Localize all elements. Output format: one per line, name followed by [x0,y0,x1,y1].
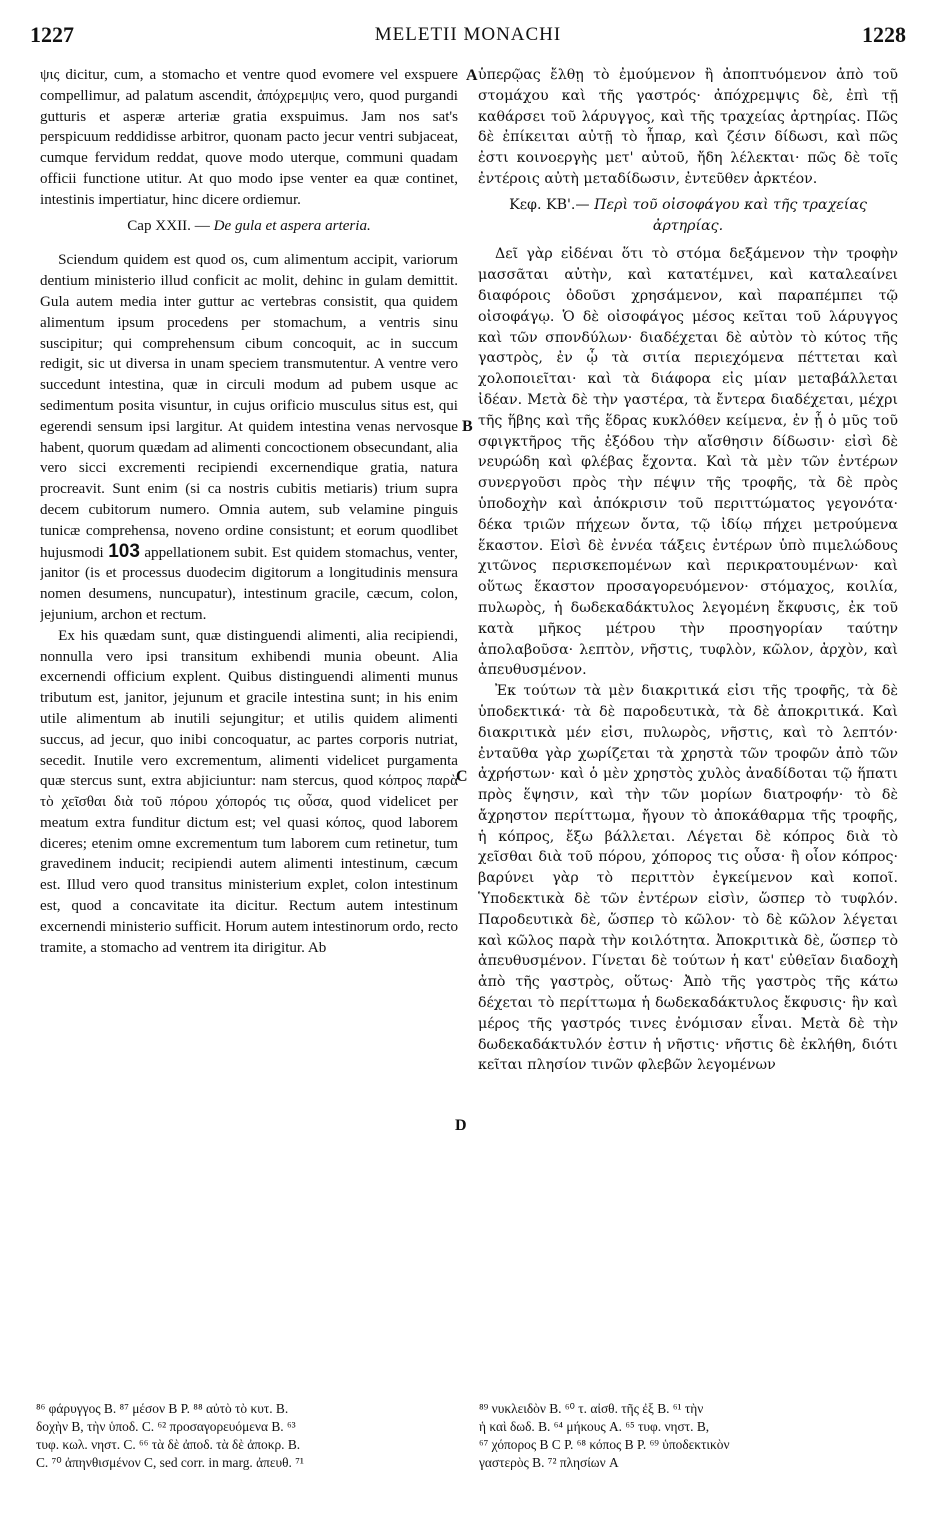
margin-marker-b: B [462,418,473,435]
latin-paragraph-1 [40,250,458,625]
column-number-103: 103 [108,540,140,562]
footnote-line: δοχὴν B, τὴν ὑποδ. C. ⁶² προσαγορευόμενα B. ⁶³ [36,1419,296,1434]
latin-paragraph-2: Ex his quædam sunt, quæ distinguendi alimenti, alia recipiendi, nonnulla vero ipsi transitum exhibendi munia obeunt. Alia excernendi officium explent. Quibus distinguendi alimenti munus tributum est, janitor, jejunum et gracile intestina sunt; in his enim utile alimentum ab inutili sejungitur; et utilis quidem alimenti succus, ad jecur, quo inibi concoquatur, ac partes corporis nutriat, secedit. Inutile vero excrementum, alimenti videlicet purgamenta quæ stercus sunt, extra abjiciuntur: nam stercus, quod κόπρος παρὰ τὸ χεῖσθαι διὰ τοῦ πόρου χόπορός τις οὖσα, quod videlicet per meatum extra funditur dictum est; vel quasi κόπος, quod laborem diceres; etenim omne excrementum tum laborem cum retinetur, tum gravedinem inducit; recipiendi autem alimenti intestinum, cæcum est. Illud vero quod transitus ministerium explet, colon intestinum est, quod a concavitate ita dicitur. Rectum autem intestinum excernendi ministerio sufficit. Horum autem intestinorum ordo, recto tramite, a stomacho ad ventrem ita dirigitur. Ab [40,627,458,956]
page-number-left: 1227 [30,22,74,47]
greek-paragraph-2: Ἐκ τούτων τὰ μὲν διακριτικά εἰσι τῆς τροφῆς, τὰ δὲ ὑποδεκτικά· τὰ δὲ παροδευτικὰ, τὰ δὲ ἀποκριτικά. Καὶ διακριτικὰ μέν εἰσι, πυλωρὸς, νῆστις, καὶ τὸ λεπτόν· ἐνταῦθα γὰρ χωρίζεται τὰ χρηστὰ τῶν τροφῶν ἀπὸ τῶν ἀχρήστων· καὶ ὁ μὲν χρηστὸς χυλὸς ἀναδίδοται τῷ ἥπατι πρὸς ἕψησιν, καὶ τὴν τῶν μορίων διατροφήν· τὸ δὲ ἄχρηστον περίττωμα, ἤγουν τὸ ἀποκάθαρμα τῆς τροφῆς, ἡ κόπρος, ἔξω βάλλεται. Λέγεται δὲ κόπρος διὰ τὸ χεῖσθαι διὰ τοῦ πόρου, χόπορος τις οὖσα· ἢ οἷον κόπρος· βαρύνει γὰρ τὸ περιττὸν ἐγκείμενον καὶ κοποῖ. Ὑποδεκτικὰ δὲ τῶν ἐντέρων εἰσὶν, ὥσπερ τὸ τυφλόν. Παροδευτικὰ δὲ, ὥσπερ τὸ κῶλον· τὸ δὲ κῶλον λέγεται καὶ κῶλος παρὰ τὴν κοιλότητα. Ἀποκριτικὰ δὲ, ὥσπερ τὸ ἀπευθυσμένον. Γίνεται δὲ τούτων ἡ κατ' εὐθεῖαν διαδοχὴ ἀπὸ τῆς γαστρὸς, οὕτως· Ἀπὸ τῆς γαστρὸς τῆς κάτω δέχεται τὸ περίττωμα ἡ δωδεκαδάκτυλος ἔκφυσις· ἣν καὶ μέρος τῆς γαστρός τινες ἐνόμισαν εἶναι. Μετὰ δὲ τὴν δωδεκαδάκτυλόν ἐστιν ἡ νῆστις· νῆστις δὲ ἐκλήθη, διότι κεῖται πλησίον τινῶν φλεβῶν λεγομένων [478,683,898,1074]
greek-chapter-heading [478,195,898,237]
running-title: MELETII MONACHI [374,24,562,45]
footnote-line: ἡ καὶ δωδ. B. ⁶⁴ μήκους A. ⁶⁵ τυφ. νηστ. B, [479,1419,710,1434]
footnote-line: ⁶⁷ χόπορος B C P. ⁶⁸ κόπος B P. ⁶⁹ ὑποδεκτικὸν [479,1437,730,1452]
footnote-line: γαστερὸς B. ⁷² πλησίων A [479,1455,619,1470]
footnote-line: ⁸⁶ φάρυγγος B. ⁸⁷ μέσον B P. ⁸⁸ αὐτὸ τὸ κυτ. B. [36,1401,289,1416]
greek-paragraph-1: Δεῖ γὰρ εἰδέναι ὅτι τὸ στόμα δεξάμενον τὴν τροφὴν μασσᾶται αὐτὴν, καὶ κατατέμνει, καὶ καταλεαίνει διαφόροις ὀδοῦσι χρησάμενον, καὶ παραπέμπει τῷ οἰσοφάγῳ. Ὁ δὲ οἰσοφάγος μέσος κεῖται τοῦ λάρυγγος καὶ τῶν σπονδύλων· διαδέχεται δὲ αὐτὸν τὸ κύτος τῆς γαστρὸς, ἐν ᾧ τὰ σιτία περιεχόμενα πέττεται καὶ χολοποιεῖται· καὶ τὰ διάφορα εἰς μίαν μεταβάλλεται ἰδέαν. Μετὰ δὲ τὴν γαστέρα, τὰ ἔντερα διαδέχεται, μέχρι τῆς ἥβης καὶ τῆς ἕδρας κυκλόθεν κείμενα, ἐν ᾗ ὁ μῦς τοῦ σφιγκτῆρος τῆς ἐξόδου τὴν αἴσθησιν δίδωσιν· εἰσὶ δὲ νευρώδη καὶ φλέβας ἔχοντα. Καὶ τὰ μὲν τῶν ἐντέρων συνεργοῦσι πρὸς τὴν πέψιν τῆς τροφῆς, τὰ δὲ πρὸς ὑποδοχὴν καὶ ἀπόκρισιν τοῦ περιττώματος γεγονότα· δέκα τριῶν πήχεων ὄντα, τῷ ἰδίῳ πήχει μετρούμενα ἕκαστον. Εἰσὶ δὲ ἐννέα τάξεις ἐντέρων ὑπὸ πιμελώδους χιτῶνος περισκεπομένων καὶ περικρατουμένων· καὶ οὕτως ἕκαστον προσαγορευόμενον· στόμαχος, κοιλία, πυλωρὸς, ἡ δωδεκαδάκτυλος λεγομένη ἔκφυσις, ἐκ τοῦ κατὰ μῆκος μέτρου τὴν προσηγορίαν ταύτην ἀπολαβοῦσα· λεπτὸν, νῆστις, τυφλὸν, κῶλον, ἀρχὸν, καὶ ἀπευθυσμένον. [478,246,898,679]
page-number-right: 1228 [862,22,906,47]
latin-chapter-heading [40,216,458,237]
latin-paragraph-1-text: Sciendum quidem est quod os, cum alimentum accipit, variorum dentium ministerio illud conficit ac molit, dehinc in gulam demittit. Gula autem media inter guttur ac vertebras consistit, qua quidem alimentum ipsum procedens per stomachum, a ventris sinu suscipitur; qui comprehensum cibum concoquit, ac in succum redigit, sic ut diversa in unam speciem transmutentur. A ventre vero succedunt intestina, quæ in circuli modum ad pubem usque ac sedimentum posita visuntur, in cujus orificio musculus situs est, qui egerendi sensum ipsi largitur. At quidem intestina venas nervosque habent, quorum quædam ad alimenti concoctionem obsecundant, alia vero sicci excrementi recipiendi excernendique gratia, natura procreavit. Sunt enim (si ca nostris cubitis metiaris) trium supra decem cubitorum numero. Omnia autem, sub velamine pinguis tunicæ comprehensa, noveno ordine consistunt; et eorum quodlibet hujusmodi [40,252,458,561]
greek-chapter-number: Κεφ. ΚΒ'.— [509,196,590,213]
latin-paragraph-1-continuation: appellationem subit. Est quidem stomachus, venter, janitor (is et processus duodecim digitorum a longitudinis mensura nomen desumens, nuncupatur), intestinum gracile, cæcum, colon, jejunium, archon et rectum. [40,544,458,623]
page-header [30,22,906,56]
margin-marker-a: A [466,67,478,84]
latin-column [40,65,458,1385]
greek-column [478,65,898,1385]
margin-marker-c: C [456,768,468,785]
margin-marker-d: D [455,1117,467,1134]
latin-chapter-number: Cap XXII. — [127,217,210,234]
greek-chapter-title: Περὶ τοῦ οἰσοφάγου καὶ τῆς τραχείας ἀρτηρίας. [594,196,867,234]
latin-paragraph-intro: ψις dicitur, cum, a stomacho et ventre quod evomere vel exspuere compellimur, ad palatum ascendit, ἀπόχρεμψις vero, quod purgandi gutturis et asperæ arteriæ gratia exspuimus. Jam nos sat's perspicuum reddidisse arbitror, quonam pacto jecur ventri subjaceat, cumque fervidum reddat, quove modo uterque, communi quadam officii functione utitur. At quo modo ipse venter ea quæ continet, intestinis impertiatur, hinc dicere ordiemur. [40,67,458,208]
latin-chapter-title: De gula et aspera arteria. [213,217,371,234]
footnotes [36,1400,904,1472]
footnote-line: C. ⁷⁰ ἀπηνθισμένον C, sed corr. in marg. ἀπευθ. ⁷¹ [36,1455,304,1470]
footnote-line: ⁸⁹ νυκλειδὸν B. ⁶⁰ τ. αἰσθ. τῆς ἐξ B. ⁶¹ τὴν [479,1401,704,1416]
footnote-line: τυφ. κωλ. νηστ. C. ⁶⁶ τὰ δὲ ἀποδ. τὰ δὲ ἀποκρ. B. [36,1437,301,1452]
greek-paragraph-intro: ὑπερῷας ἔλθῃ τὸ ἐμούμενον ἢ ἀποπτυόμενον ἀπὸ τοῦ στομάχου καὶ τῆς γαστρός· ἀπόχρεμψις δὲ, ἐπὶ τῇ καθάρσει τοῦ λάρυγγος, καὶ τῆς τραχείας ἀρτηρίας. Πῶς δὲ ἐπίκειται αὐτῇ τὸ ἧπαρ, καὶ ζέσιν δίδωσι, καὶ πῶς ἐστι κοινοεργὴς μετ' αὐτοῦ, ἤδη λέλεκται· πῶς δὲ τοῖς ἐντέροις αὐτὴ μεταδίδωσιν, ἐντεῦθεν ἀρκτέον. [478,67,898,187]
